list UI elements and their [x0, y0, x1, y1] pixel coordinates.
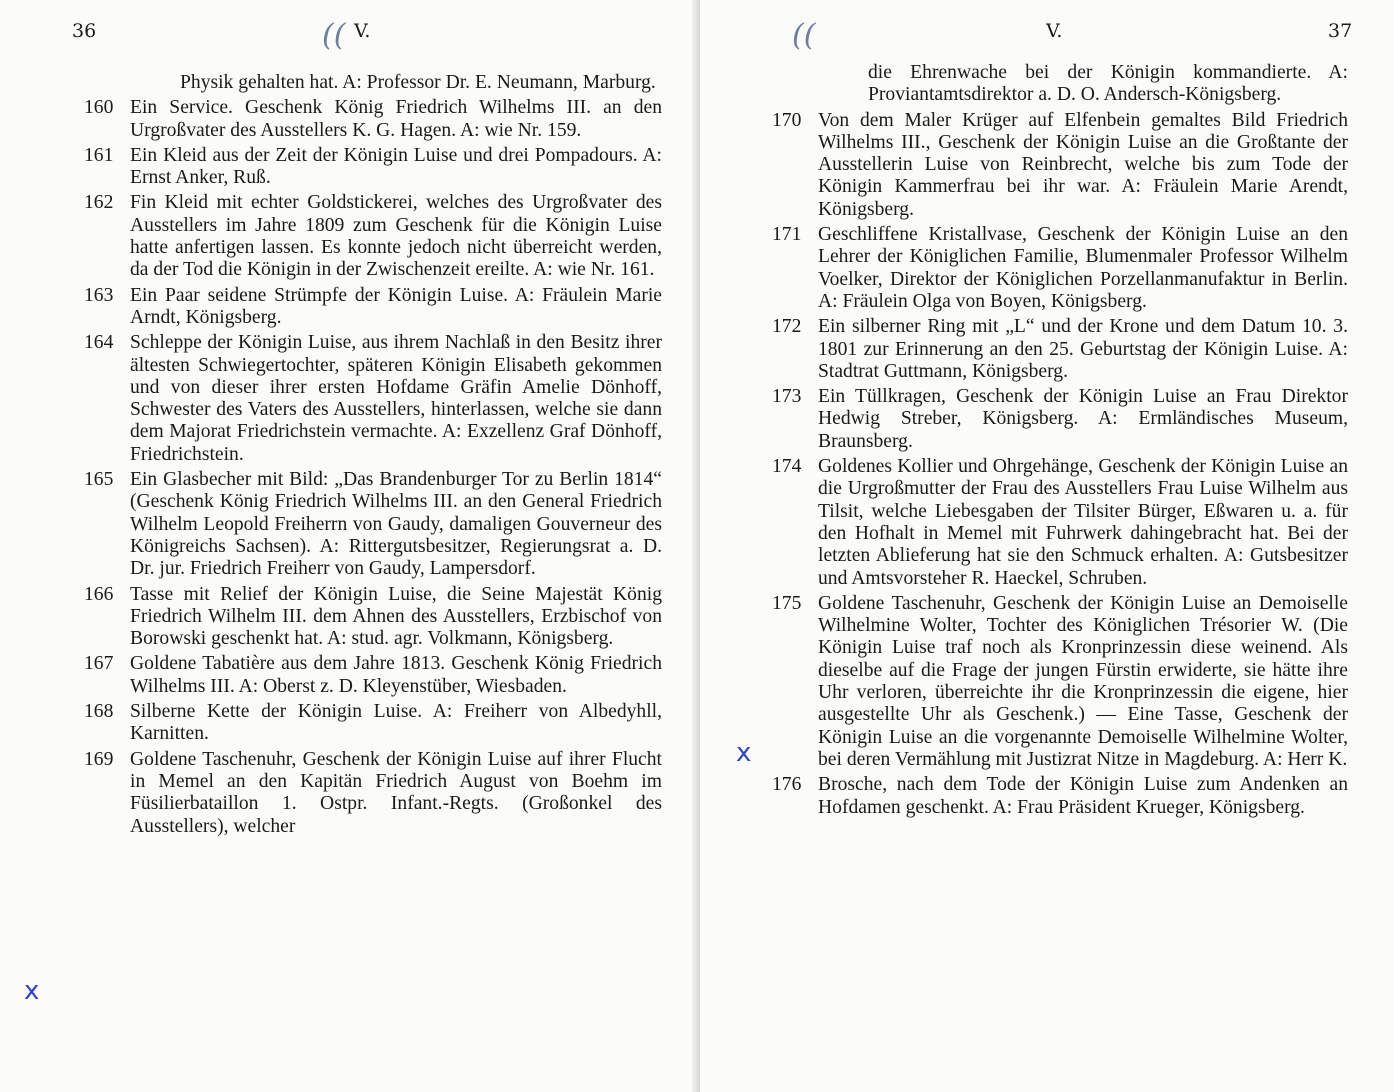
entry-number: 163 [84, 284, 114, 306]
entry-text: Goldenes Kollier und Ohrgehänge, Geschenk der Königin Luise an die Urgroßmutter der Frau des Ausstellers Frau Luise Wilhelm aus Tilsit, welche Liebesgaben der Tilsiter Bürger, Eßwaren u. a. für den Hofhalt in Memel mit Fuhrwerk dahingebracht hat. Bei der letzten Ablieferung hat sie den Schmuck erhalten. A: Gutsbesitzer und Amtsvorsteher R. Haeckel, Schruben. [818, 456, 1348, 589]
entry-number: 170 [772, 109, 802, 131]
handwritten-x-mark: x [736, 738, 752, 768]
entry-text: Ein Tüllkragen, Geschenk der Königin Luise an Frau Direktor Hedwig Streber, Königsberg. A: Ermländisches Museum, Braunsberg. [818, 386, 1348, 452]
catalog-entry [772, 110, 1348, 221]
catalog-entry [84, 469, 662, 580]
catalog-entry [772, 456, 1348, 590]
entry-number: 166 [84, 583, 114, 605]
catalog-entry [84, 584, 662, 651]
entry-text: Goldene Tabatière aus dem Jahre 1813. Geschenk König Friedrich Wilhelms III. A: Oberst z. D. Kleyenstüber, Wiesbaden. [130, 653, 662, 697]
catalog-entry [84, 285, 662, 330]
entry-number: 164 [84, 332, 114, 354]
entry-number: 160 [84, 97, 114, 119]
entry-number: 176 [772, 774, 802, 796]
entry-text: Tasse mit Relief der Königin Luise, die Seine Majestät König Friedrich Wilhelm III. dem Ahnen des Ausstellers, Erzbischof von Borowski geschenkt hat. A: stud. agr. Volkmann, Königsberg. [130, 583, 662, 650]
handwritten-x-mark: x [24, 976, 40, 1006]
entry-number: 174 [772, 456, 802, 478]
section-mark-icon: (( [792, 18, 816, 53]
catalog-entry [772, 224, 1348, 313]
catalog-entry [84, 192, 662, 281]
entry-text: Ein Kleid aus der Zeit der Königin Luise und drei Pompadours. A: Ernst Anker, Ruß. [130, 144, 662, 189]
entry-text: Silberne Kette der Königin Luise. A: Freiherr von Albedyhll, Karnitten. [130, 701, 662, 745]
entry-number: 173 [772, 386, 802, 408]
entry-text: Geschliffene Kristallvase, Geschenk der Königin Luise an den Lehrer der Königlichen Familie, Blumenmaler Professor Wilhelm Voelker, Direktor der Königlichen Porzellanmanufaktur in Berlin. A: Fräulein Olga von Boyen, Königsberg. [818, 224, 1348, 312]
section-mark-icon: (( [322, 18, 346, 53]
entry-text: Goldene Taschenuhr, Geschenk der Königin Luise auf ihrer Flucht in Memel an den Kapitän Friedrich August von Boehm im Füsilierbataillon 1. Ostpr. Infant.-Regts. (Großonkel des Ausstellers), welcher [130, 748, 662, 837]
entry-text: Schleppe der Königin Luise, aus ihrem Nachlaß in den Besitz ihrer ältesten Schwiegertochter, späteren Königin Elisabeth gekommen und von dieser ihrer ersten Hofdame Gräfin Amelie Dönhoff, Schwester des Vaters des Ausstellers, hinterlassen, welche sie dann dem Majorat Friedrichstein vermachte. A: Exzellenz Graf Dönhoff, Friedrichstein. [130, 332, 662, 465]
catalog-entry [84, 97, 662, 142]
entry-number: 175 [772, 592, 802, 614]
entry-number: 165 [84, 469, 114, 491]
left-text-column [84, 72, 662, 841]
section-header: V. [1046, 20, 1063, 42]
continuation-text: die Ehrenwache bei der Königin kommandierte. A: Proviantamtsdirektor a. D. O. Andersch-Königsberg. [868, 62, 1348, 106]
entry-number: 168 [84, 701, 114, 723]
entry-number: 172 [772, 316, 802, 338]
catalog-entry [772, 774, 1348, 819]
catalog-entry [772, 316, 1348, 383]
catalog-entry [84, 749, 662, 838]
entry-text: Fin Kleid mit echter Goldstickerei, welches des Urgroßvater des Ausstellers im Jahre 1809 zum Geschenk für die Königin Luise hatte anfertigen lassen. Es konnte jedoch nicht überreicht werden, da der Tod die Königin in der Zwischenzeit ereilte. A: wie Nr. 161. [130, 192, 662, 281]
entry-number: 167 [84, 653, 114, 675]
continuation-text: Physik gehalten hat. A: Professor Dr. E. Neumann, Marburg. [180, 72, 656, 93]
entry-text: Brosche, nach dem Tode der Königin Luise zum Andenken an Hofdamen geschenkt. A: Frau Präsident Krueger, Königsberg. [818, 774, 1348, 818]
page-number: 37 [1328, 20, 1353, 42]
entry-text: Von dem Maler Krüger auf Elfenbein gemaltes Bild Friedrich Wilhelms III., Geschenk der Königin Luise an die Großtante der Ausstellerin Luise von Reinbrecht, welche bis zum Tode der Königin Kammerfrau bei ihr war. A: Fräulein Marie Arendt, Königsberg. [818, 109, 1348, 220]
entry-text: Ein Service. Geschenk König Friedrich Wilhelms III. an den Urgroßvater des Ausstellers K. G. Hagen. A: wie Nr. 159. [130, 97, 662, 141]
entry-number: 162 [84, 192, 114, 214]
entry-text: Ein silberner Ring mit „L“ und der Krone und dem Datum 10. 3. 1801 zur Erinnerung an den 25. Geburtstag der Königin Luise. A: Stadtrat Guttmann, Königsberg. [818, 316, 1348, 382]
right-text-column [772, 62, 1348, 822]
catalog-entry [84, 701, 662, 746]
right-page [700, 0, 1394, 1092]
entry-text: Ein Glasbecher mit Bild: „Das Brandenburger Tor zu Berlin 1814“ (Geschenk König Friedrich Wilhelms III. an den General Friedrich Wilhelm Leopold Freiherrn von Gaudy, damaligen Gouverneur des Königreichs Sachsen). A: Rittergutsbesitzer, Regierungsrat a. D. Dr. jur. Friedrich Freiherr von Gaudy, Lampersdorf. [130, 469, 662, 580]
catalog-entry [84, 653, 662, 698]
catalog-entry [772, 386, 1348, 453]
entry-number: 171 [772, 224, 802, 246]
catalog-entry [84, 145, 662, 190]
catalog-entry [84, 332, 662, 466]
entry-text: Goldene Taschenuhr, Geschenk der Königin Luise an Demoiselle Wilhelmine Wolter, Tochter des Königlichen Trésorier W. (Die Königin Luise traf noch als Kronprinzessin diese weinend. Als dieselbe auf die Frage der jungen Fürstin erwiderte, sie hätte ihre Uhr verloren, überreichte ihr die Kronprinzessin die eigene, hier ausgestellte Uhr als Geschenk.) — Eine Tasse, Geschenk der Königin Luise an die vorgenannte Demoiselle Wilhelmine Wolter, bei deren Vermählung mit Justizrat Nitze in Magdeburg. A: Herr K. [818, 592, 1348, 770]
entry-number: 169 [84, 748, 114, 770]
page-number: 36 [72, 20, 97, 42]
section-header: V. [354, 20, 371, 42]
entry-text: Ein Paar seidene Strümpfe der Königin Luise. A: Fräulein Marie Arndt, Königsberg. [130, 284, 662, 328]
entry-number: 161 [84, 144, 114, 166]
catalog-entry [772, 593, 1348, 771]
